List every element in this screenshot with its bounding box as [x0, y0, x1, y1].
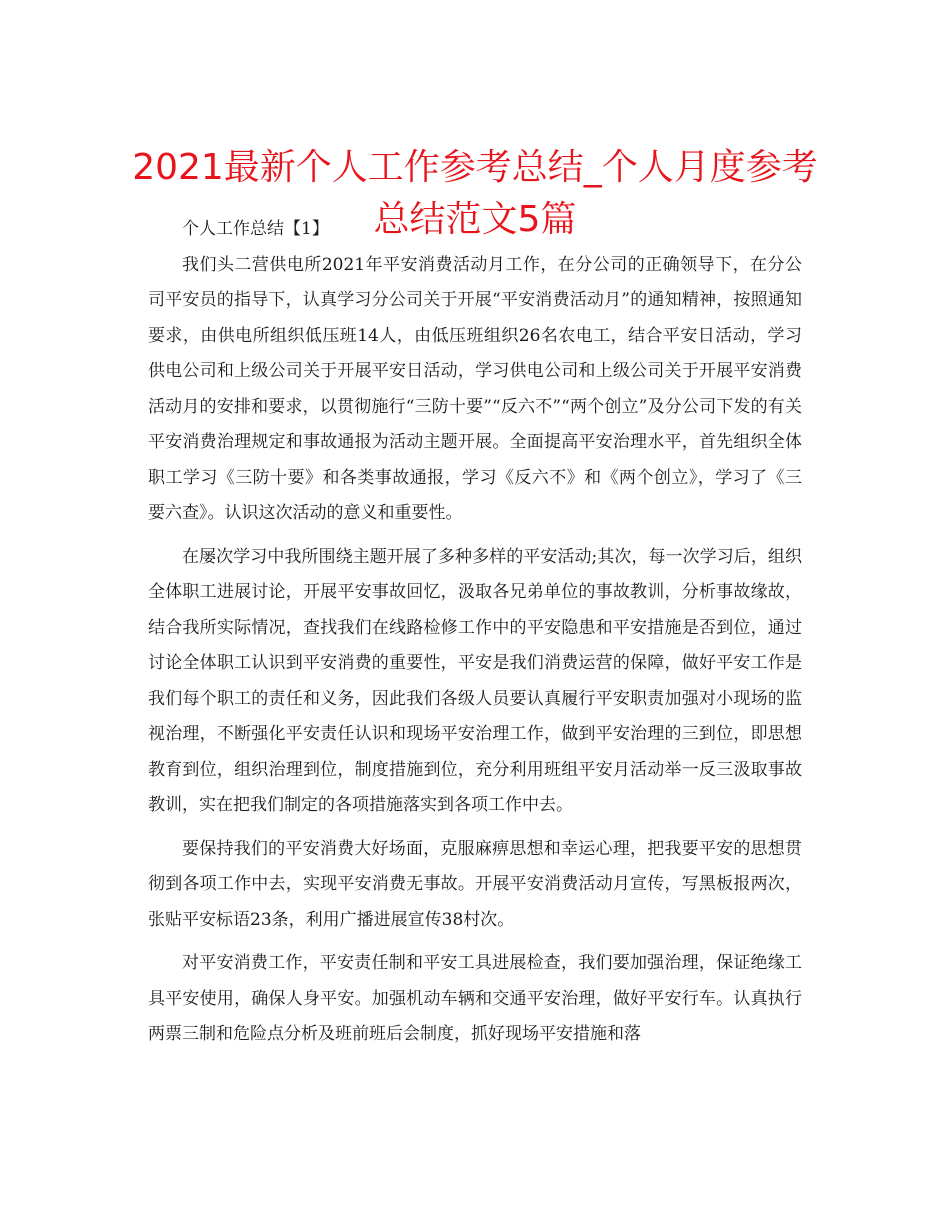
- paragraph-4: 对平安消费工作，平安责任制和平安工具进展检查，我们要加强治理，保证绝缘工具平安使用，确保人身平安。加强机动车辆和交通平安治理，做好平安行车。认真执行两票三制和危险点分析及班前班后会制度，抓好现场平安措施和落: [148, 953, 802, 1044]
- document-title: 2021最新个人工作参考总结_个人月度参考总结范文5篇: [132, 147, 818, 241]
- paragraph-2: 在屡次学习中我所围绕主题开展了多种多样的平安活动;其次，每一次学习后，组织全体职工进展讨论，开展平安事故回忆，汲取各兄弟单位的事故教训，分析事故缘故，结合我所实际情况，查找我们在线路检修工作中的平安隐患和平安措施是否到位，通过讨论全体职工认识到平安消费的重要性，平安是我们消费运营的保障，做好平安工作是我们每个职工的责任和义务，因此我们各级人员要认真履行平安职责加强对小现场的监视治理，不断强化平安责任认识和现场平安治理工作，做到平安治理的三到位，即思想教育到位，组织治理到位，制度措施到位，充分利用班组平安月活动举一反三汲取事故教训，实在把我们制定的各项措施落实到各项工作中去。: [148, 546, 802, 815]
- paragraph-3: 要保持我们的平安消费大好场面，克服麻痹思想和幸运心理，把我要平安的思想贯彻到各项工作中去，实现平安消费无事故。开展平安消费活动月宣传，写黑板报两次，张贴平安标语23条，利用广播进展宣传38村次。: [148, 838, 802, 930]
- document-body: [148, 212, 802, 1061]
- section-heading: 个人工作总结【1】: [182, 219, 329, 239]
- paragraph-1: 我们头二营供电所2021年平安消费活动月工作，在分公司的正确领导下，在分公司平安员的指导下，认真学习分公司关于开展“平安消费活动月”的通知精神，按照通知要求，由供电所组织低压班14人，由低压班组织26名农电工，结合平安日活动，学习供电公司和上级公司关于开展平安日活动，学习供电公司和上级公司关于开展平安消费活动月的安排和要求，以贯彻施行“三防十要”“反六不”“两个创立”及分公司下发的有关平安消费治理规定和事故通报为活动主题开展。全面提高平安治理水平，首先组织全体职工学习《三防十要》和各类事故通报，学习《反六不》和《两个创立》，学习了《三要六查》。认识这次活动的意义和重要性。: [148, 254, 802, 523]
